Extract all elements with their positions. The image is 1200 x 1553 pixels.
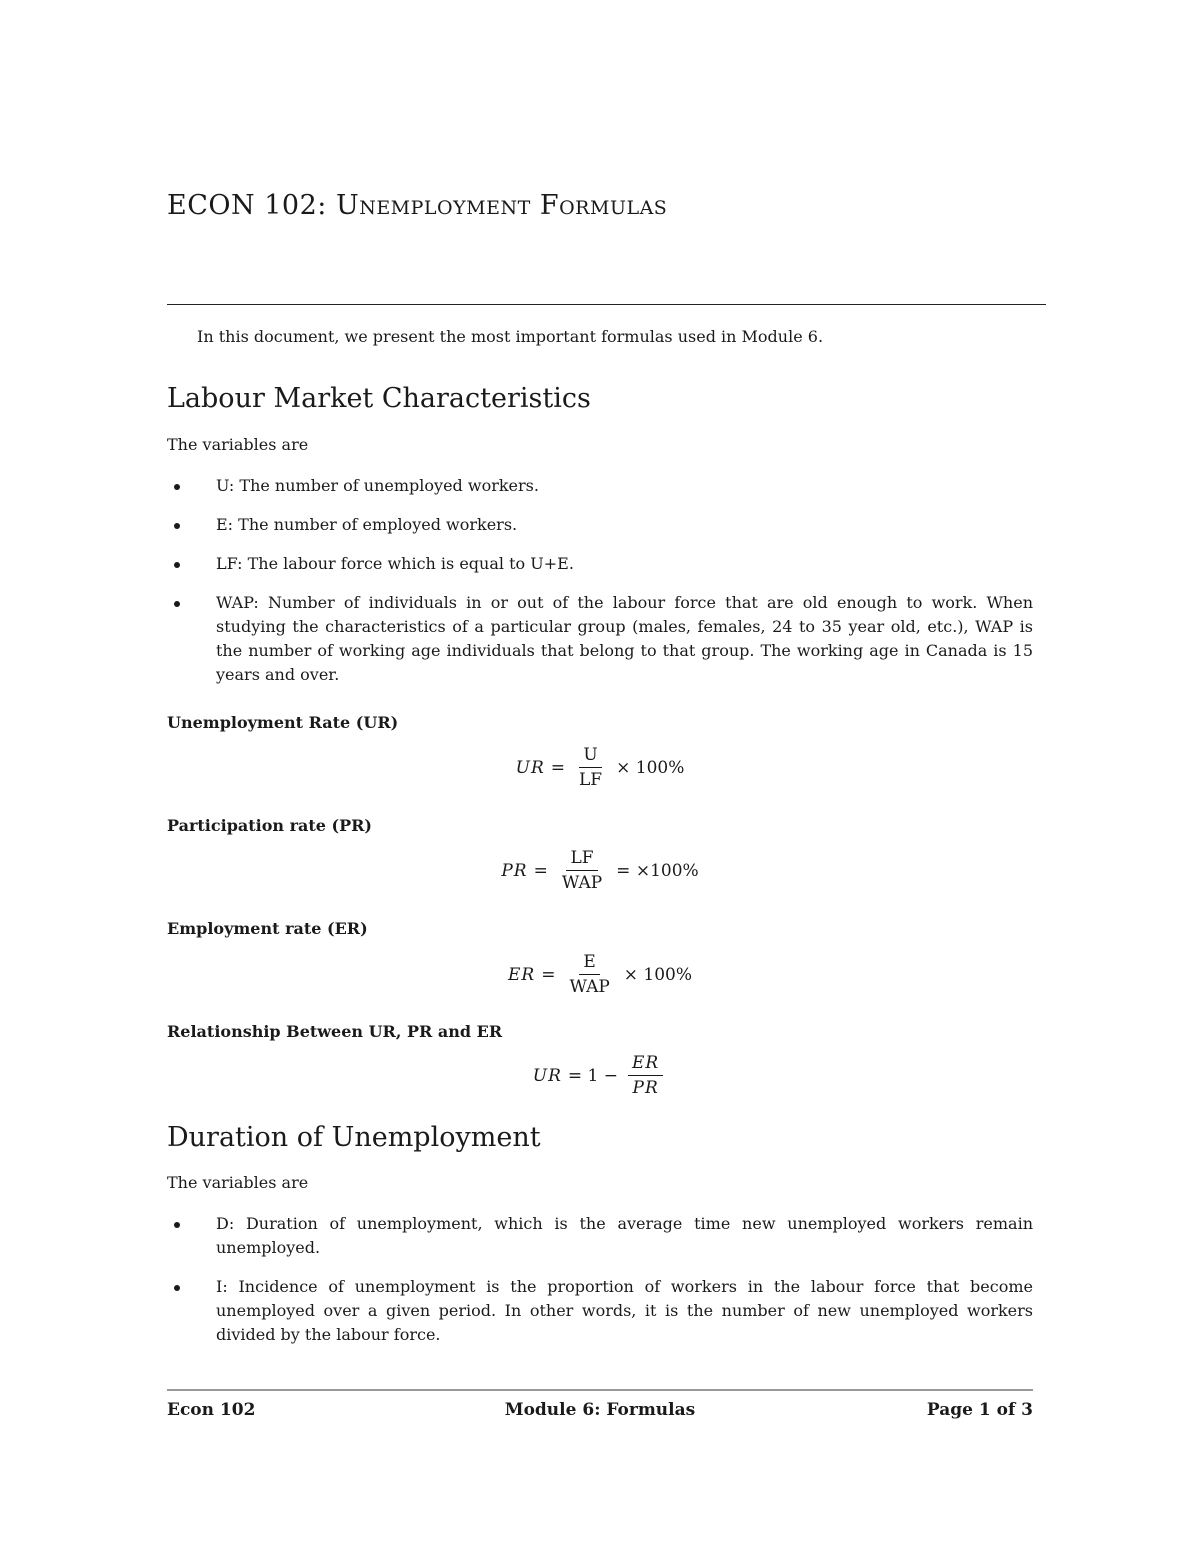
title-topic: Unemployment Formulas bbox=[335, 190, 668, 221]
fraction-denominator: LF bbox=[579, 770, 603, 790]
section-heading-duration: Duration of Unemployment bbox=[167, 1122, 541, 1153]
intro-paragraph: In this document, we present the most important formulas used in Module 6. bbox=[197, 327, 824, 346]
formula-tail: × 100% bbox=[623, 964, 693, 985]
formula-equals: = 1 − bbox=[567, 1065, 619, 1086]
formula-lhs: UR bbox=[515, 757, 545, 778]
list-item: I: Incidence of unemployment is the proportion of workers in the labour force that become unemployed over a given period. In other words, it is the number of new unemployed workers divided by the labour force. bbox=[167, 1275, 1033, 1347]
list-item: LF: The labour force which is equal to U+E. bbox=[167, 552, 1033, 576]
fraction-denominator: PR bbox=[632, 1078, 659, 1098]
formula-equals: = bbox=[541, 964, 556, 985]
fraction-numerator: U bbox=[579, 745, 601, 768]
list-item: E: The number of employed workers. bbox=[167, 513, 1033, 537]
variables-list bbox=[167, 474, 1033, 702]
page-title bbox=[167, 190, 667, 221]
fraction-numerator: E bbox=[579, 952, 599, 975]
footer-left: Econ 102 bbox=[167, 1400, 256, 1420]
formula-tail: = ×100% bbox=[616, 860, 699, 881]
formula-lhs: ER bbox=[507, 964, 536, 985]
fraction-numerator: LF bbox=[566, 848, 597, 871]
fraction bbox=[628, 1053, 663, 1098]
employment-rate-heading: Employment rate (ER) bbox=[167, 919, 368, 938]
fraction bbox=[558, 848, 606, 893]
list-item: U: The number of unemployed workers. bbox=[167, 474, 1033, 498]
relationship-formula bbox=[0, 1053, 1200, 1098]
footer-divider bbox=[167, 1389, 1033, 1391]
list-item: WAP: Number of individuals in or out of the labour force that are old enough to work. When studying the characteristics of a particular group (males, females, 24 to 35 year old, etc.), WAP is the number of working age individuals that belong to that group. The working age in Canada is 15 years and over. bbox=[167, 591, 1033, 687]
list-item: D: Duration of unemployment, which is the average time new unemployed workers remain unemployed. bbox=[167, 1212, 1033, 1260]
employment-rate-formula bbox=[0, 952, 1200, 997]
formula-lhs: PR bbox=[501, 860, 528, 881]
relationship-heading: Relationship Between UR, PR and ER bbox=[167, 1022, 503, 1041]
fraction-denominator: WAP bbox=[569, 977, 610, 997]
variables-label: The variables are bbox=[167, 1173, 309, 1192]
formula-lhs: UR bbox=[532, 1065, 562, 1086]
formula-tail: × 100% bbox=[616, 757, 685, 778]
variables-list bbox=[167, 1212, 1033, 1362]
formula-equals: = bbox=[533, 860, 548, 881]
footer-center: Module 6: Formulas bbox=[504, 1400, 696, 1420]
title-course: ECON 102: bbox=[167, 190, 327, 221]
title-divider bbox=[167, 304, 1046, 305]
participation-rate-formula bbox=[0, 848, 1200, 893]
fraction bbox=[575, 745, 606, 790]
unemployment-rate-formula bbox=[0, 745, 1200, 790]
unemployment-rate-heading: Unemployment Rate (UR) bbox=[167, 713, 399, 732]
fraction-denominator: WAP bbox=[561, 873, 603, 893]
fraction bbox=[565, 952, 613, 997]
section-heading-labour-market: Labour Market Characteristics bbox=[167, 383, 591, 414]
participation-rate-heading: Participation rate (PR) bbox=[167, 816, 372, 835]
variables-label: The variables are bbox=[167, 435, 309, 454]
fraction-numerator: ER bbox=[628, 1053, 663, 1076]
footer-page-number: Page 1 of 3 bbox=[926, 1400, 1033, 1420]
formula-equals: = bbox=[550, 757, 566, 778]
